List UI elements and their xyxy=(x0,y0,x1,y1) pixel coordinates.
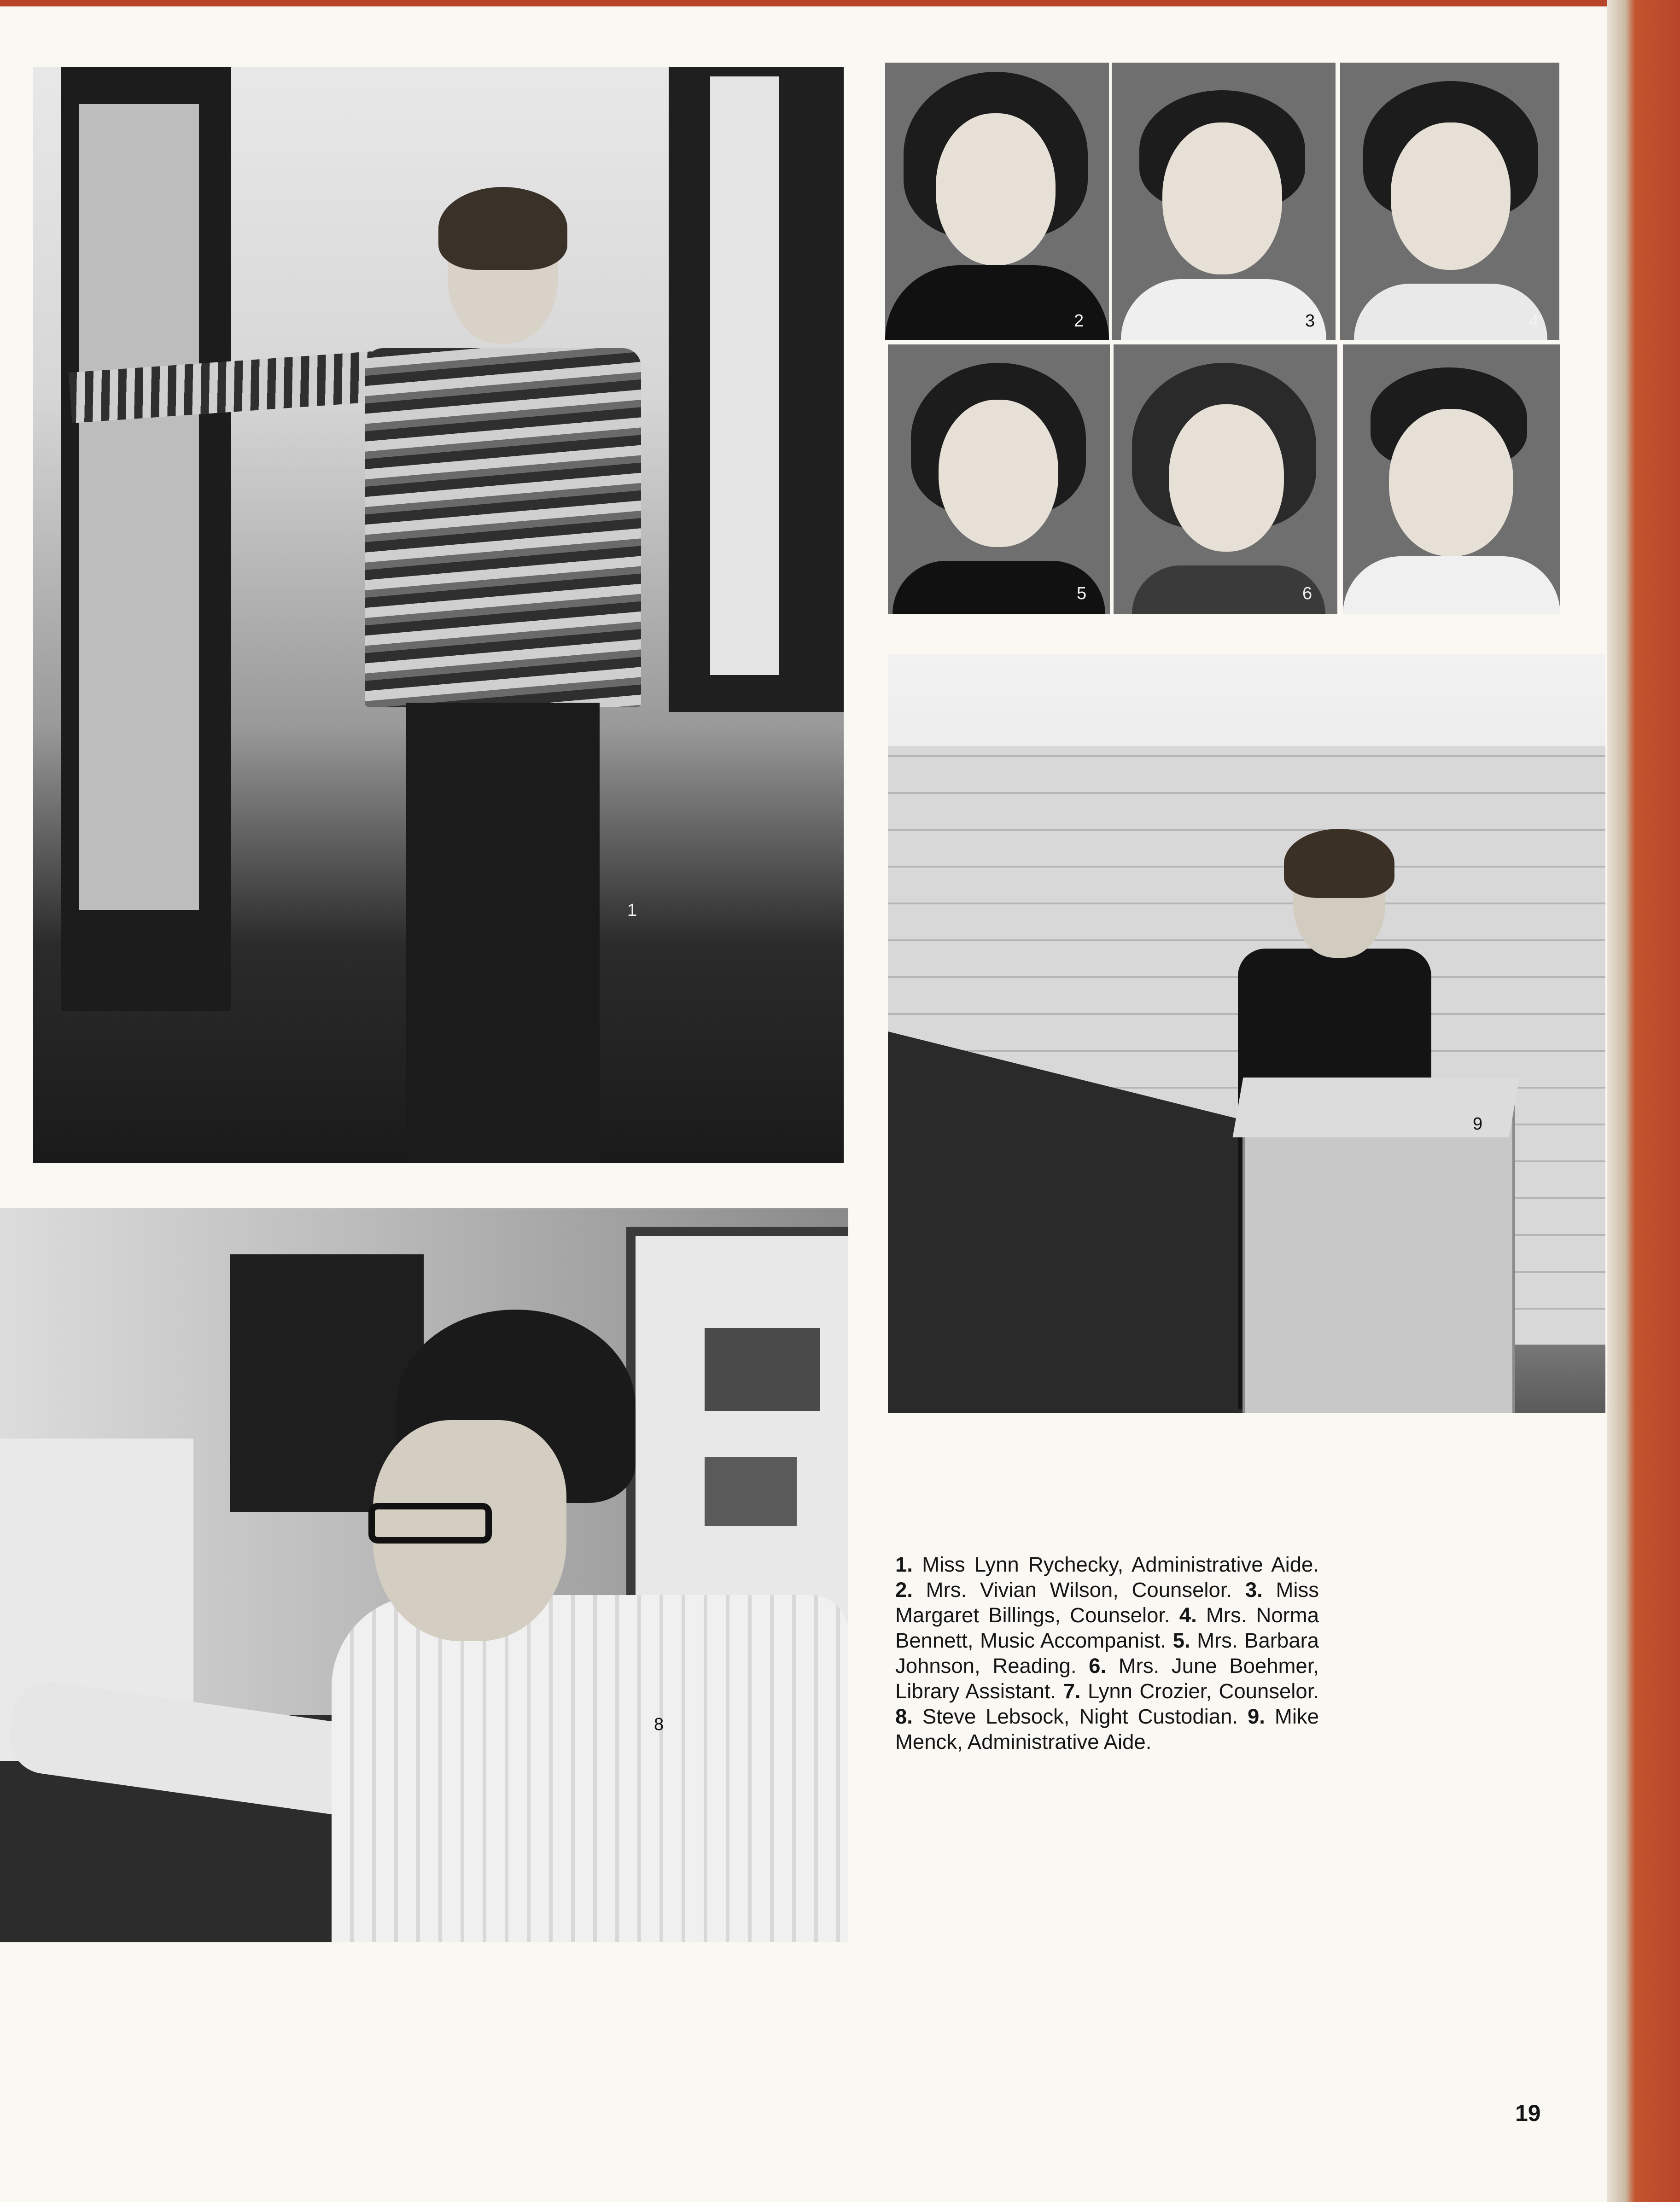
photo-number: 9 xyxy=(1473,1114,1483,1134)
photo-number: 3 xyxy=(1305,311,1315,331)
podium xyxy=(1242,1096,1515,1413)
page-number: 19 xyxy=(1515,2100,1541,2126)
photo-caption: 1. Miss Lynn Rychecky, Administrative Aide. 2. Mrs. Vivian Wilson, Counselor. 3. Miss Margaret Billings, Counselor. 4. Mrs. Norma Bennett, Music Accompanist. 5. Mrs. Barbara Johnson, Reading. 6. Mrs. June Boehmer, Library Assistant. 7. Lynn Crozier, Counselor. 8. Steve Lebsock, Night Custodian. 9. Mike Menck, Administrative Aide. xyxy=(895,1553,1319,1753)
photo-number: 7 xyxy=(1527,584,1537,603)
portrait-barbara-johnson xyxy=(888,344,1110,614)
photo-mike-menck xyxy=(888,654,1605,1413)
portrait-margaret-billings xyxy=(1112,63,1336,340)
book-binding-edge xyxy=(1607,0,1680,2202)
photo-number: 1 xyxy=(627,901,637,920)
person-figure xyxy=(332,1310,848,1942)
photo-lynn-rychecky xyxy=(33,67,844,1163)
photo-number: 8 xyxy=(654,1715,664,1734)
photo-number: 4 xyxy=(1529,311,1539,331)
photo-number: 5 xyxy=(1077,584,1087,603)
portrait-june-boehmer xyxy=(1114,344,1337,614)
portrait-lynn-crozier xyxy=(1343,344,1560,614)
photo-number: 2 xyxy=(1074,311,1084,331)
portrait-norma-bennett xyxy=(1340,63,1559,340)
portrait-vivian-wilson xyxy=(885,63,1109,340)
person-figure xyxy=(365,196,623,1163)
photo-steve-lebsock xyxy=(0,1208,848,1942)
photo-number: 6 xyxy=(1302,584,1312,603)
